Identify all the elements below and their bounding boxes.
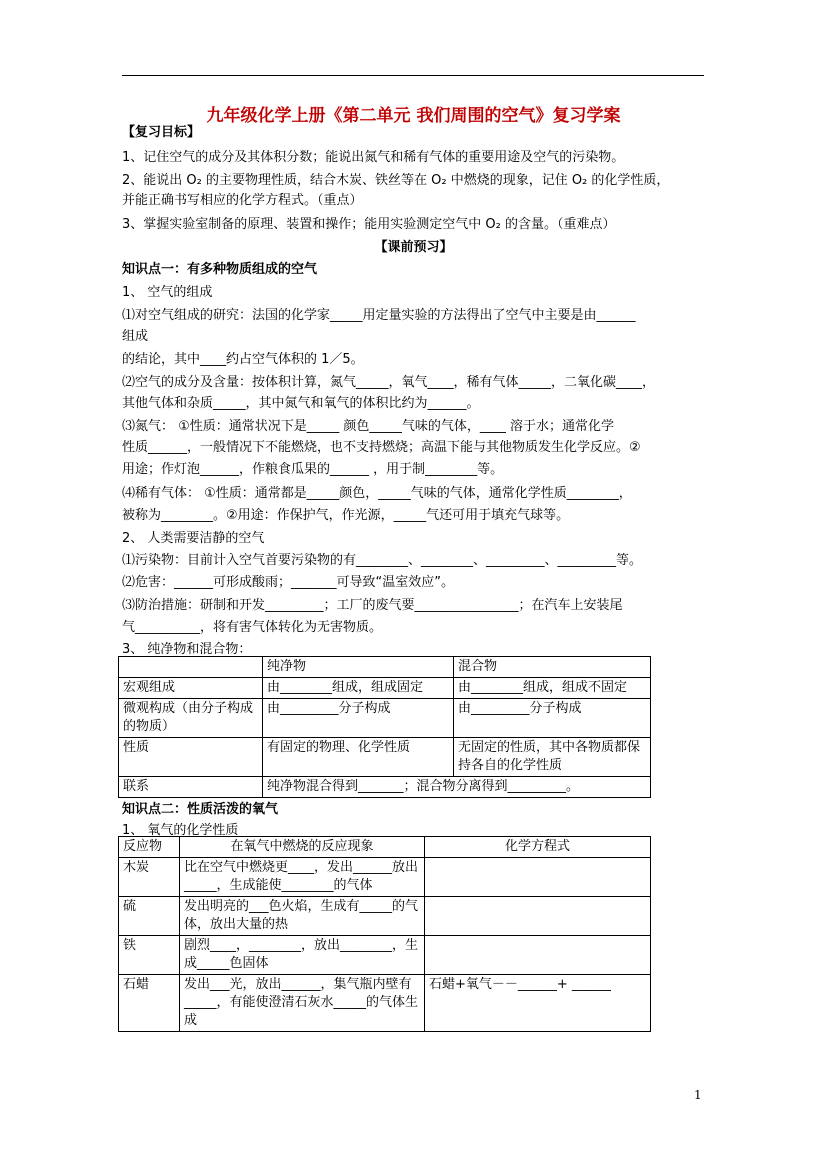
table-cell: 由_________分子构成 xyxy=(454,699,651,738)
table-row xyxy=(119,897,651,936)
text-line: 组成 xyxy=(122,329,149,344)
table-cell: 性质 xyxy=(119,738,263,777)
table-row xyxy=(119,657,651,678)
text-line: ⑴污染物：目前计入空气首要污染物的有________、________、_________、_________等。 xyxy=(122,553,643,568)
table-cell: 比在空气中燃烧更____，发出______放出_____，生成能使________的气体 xyxy=(180,858,425,897)
table-cell xyxy=(425,936,651,975)
text-line: 3、掌握实验室制备的原理、装置和操作；能用实验测定空气中 O₂ 的含量。（重难点） xyxy=(122,217,616,232)
table-cell: 微观构成（由分子构成的物质） xyxy=(119,699,263,738)
table-row xyxy=(119,699,651,738)
text-line: 的结论，其中____约占空气体积的 1／5。 xyxy=(122,352,364,367)
text-line: ⑵危害：______可形成酸雨；_______可导致“温室效应”。 xyxy=(122,575,454,590)
table-row xyxy=(119,837,651,858)
text-line: 1、 空气的组成 xyxy=(122,285,213,300)
page-number: 1 xyxy=(694,1088,702,1102)
text-line: 并能正确书写相应的化学方程式。（重点） xyxy=(122,193,363,208)
table-cell: 硫 xyxy=(119,897,180,936)
text-line: 被称为________。②用途：作保护气，作光源，_____气还可用于填充气球等。 xyxy=(122,508,570,523)
table-row xyxy=(119,777,651,798)
table-row xyxy=(119,936,651,975)
header-rule xyxy=(122,75,704,76)
table-cell: 由_________分子构成 xyxy=(263,699,454,738)
text-line: 【课前预习】 xyxy=(374,240,453,255)
table-cell: 混合物 xyxy=(454,657,651,678)
text-line: 2、 人类需要洁静的空气 xyxy=(122,531,265,546)
text-line: 知识点一：有多种物质组成的空气 xyxy=(122,262,318,277)
text-line: 1、 氧气的化学性质 xyxy=(122,823,239,838)
table-cell: 发出___光，放出______，集气瓶内壁有_____，有能使澄清石灰水_____的气体生成 xyxy=(180,975,425,1032)
table-cell: 宏观组成 xyxy=(119,678,263,699)
table-cell: 木炭 xyxy=(119,858,180,897)
table-cell: 铁 xyxy=(119,936,180,975)
table-cell: 剧烈____，________，放出________，生成_____色固体 xyxy=(180,936,425,975)
table-row xyxy=(119,738,651,777)
text-line: 性质______，一般情况下不能燃烧，也不支持燃烧；高温下能与其他物质发生化学反应。② xyxy=(122,440,641,455)
text-line: 用途；作灯泡______，作粮食瓜果的______ ，用于制________等。 xyxy=(122,462,504,477)
pure-mixture-table xyxy=(118,656,651,798)
table-cell: 有固定的物理、化学性质 xyxy=(263,738,454,777)
text-line: ⑵空气的成分及含量：按体积计算，氮气_____，氧气____，稀有气体_____，二氧化碳____， xyxy=(122,375,656,390)
text-line: ⑶氮气： ①性质：通常状况下是_____ 颜色_____气味的气体，____ 溶于水；通常化学 xyxy=(122,419,615,434)
table-cell xyxy=(425,858,651,897)
table-cell: 石蜡 xyxy=(119,975,180,1032)
table-cell: 石蜡+氧气－－______+ ______ xyxy=(425,975,651,1032)
text-line: 气__________，将有害气体转化为无害物质。 xyxy=(122,620,383,635)
oxygen-reaction-table xyxy=(118,836,651,1032)
table-cell: 联系 xyxy=(119,777,263,798)
table-cell: 由________组成，组成不固定 xyxy=(454,678,651,699)
text-line: 2、能说出 O₂ 的主要物理性质，结合木炭、铁丝等在 O₂ 中燃烧的现象，记住 O₂ 的化学性质， xyxy=(122,173,670,188)
text-line: 知识点二：性质活泼的氧气 xyxy=(122,802,279,817)
text-line: ⑴对空气组成的研究：法国的化学家_____用定量实验的方法得出了空气中主要是由______ xyxy=(122,308,636,323)
text-line: 3、 纯净物和混合物： xyxy=(122,642,252,657)
table-cell xyxy=(119,657,263,678)
page-title: 九年级化学上册《第二单元 我们周围的空气》复习学案 xyxy=(206,106,621,126)
table-cell: 反应物 xyxy=(119,837,180,858)
table-cell: 纯净物 xyxy=(263,657,454,678)
table-cell xyxy=(425,897,651,936)
table-cell: 在氧气中燃烧的反应现象 xyxy=(180,837,425,858)
text-line: ⑷稀有气体： ①性质：通常都是_____颜色，_____气味的气体，通常化学性质________， xyxy=(122,486,632,501)
table-cell: 无固定的性质，其中各物质都保持各自的化学性质 xyxy=(454,738,651,777)
table-cell: 纯净物混合得到_______；混合物分离得到_________。 xyxy=(263,777,651,798)
table-cell: 化学方程式 xyxy=(425,837,651,858)
text-line: 其他气体和杂质_____，其中氮气和氧气的体积比约为______。 xyxy=(122,396,480,411)
table-cell: 发出明亮的___色火焰，生成有_____的气体，放出大量的热 xyxy=(180,897,425,936)
table-row xyxy=(119,678,651,699)
text-line: 1、记住空气的成分及其体积分数；能说出氮气和稀有气体的重要用途及空气的污染物。 xyxy=(122,150,625,165)
text-line: 【复习目标】 xyxy=(122,125,201,140)
table-cell: 由________组成，组成固定 xyxy=(263,678,454,699)
table-row xyxy=(119,975,651,1032)
text-line: ⑶防治措施：研制和开发_________；工厂的废气要________________；在汽车上安装尾 xyxy=(122,598,623,613)
table-row xyxy=(119,858,651,897)
